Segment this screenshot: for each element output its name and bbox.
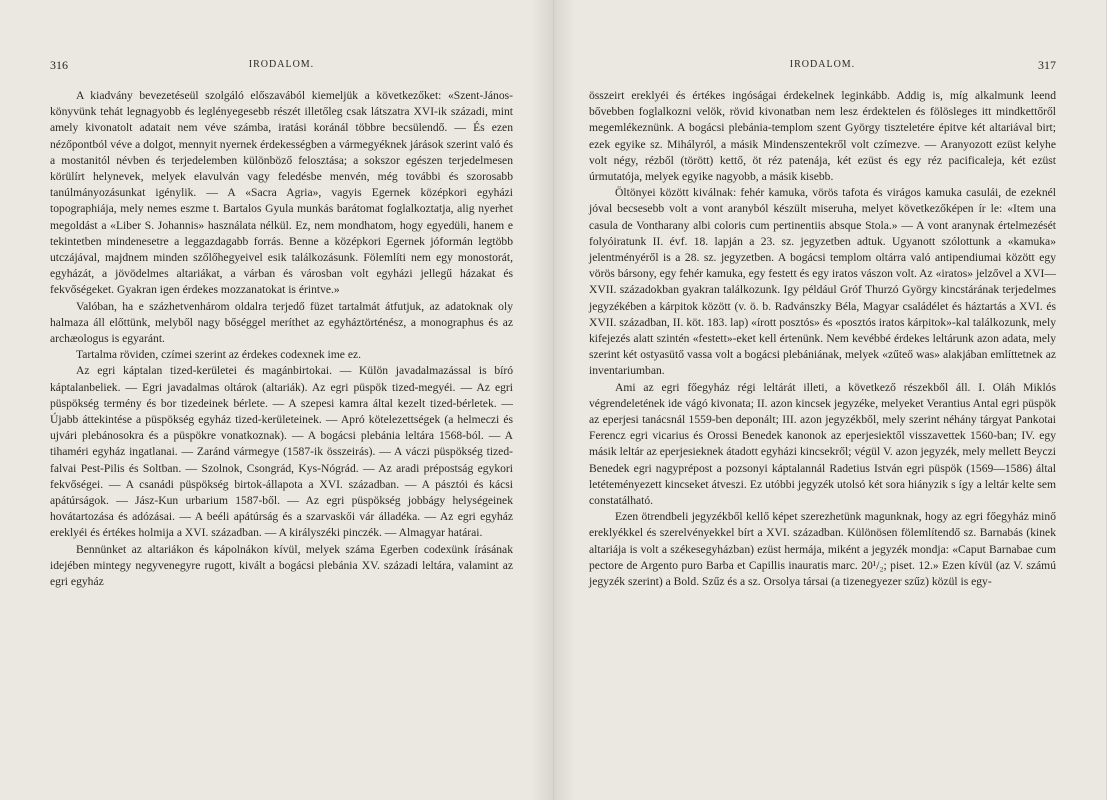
right-page — [553, 0, 1106, 800]
paragraph: Ezen ötrendbeli jegyzékből kellő képet szerezhetünk magunknak, hogy az egri főegyház minő ereklyékkel és szerelvényekkel bírt a XVI. században. Különösen fölemlítendő sz. Barnabás (kinek altariája is volt a székesegyházban) ezüst hermája, miként a jegyzék mondja: «Caput Barnabae cum pectore de Argento puro Barba et Capillis inauratis marc. 20¹/₂; piset. 12.» Ezen kívül (az V. számú jegyzék szerint) a Bold. Szűz és a sz. Orsolya társai (a tizenegyezer szűz) közül is egy- — [589, 510, 1056, 589]
paragraph: Öltönyei között kiválnak: fehér kamuka, vörös tafota és virágos kamuka casulái, de ezeknél jóval becsesebb volt a vont aranyból készült miseruha, melyet következőképen ír le: «Item una casula de Vontharany albi coloris cum pertinentiis absque Stola.» — A vont aranynak értelmezését folyóiratunk II. évf. 18. lapján a 23. sz. jegyzetben adtuk. Ugyanott szólottunk a «kamuka» jelentményéről is a 28. sz. jegyzetben. A bogácsi templom oltárra való antipendiumai között egy vörös bársony, egy fehér kamuka, egy festett és egy iratos vászon volt. Az «iratos» jelzővel a XVI—XVII. századokban gyakran találkozunk. Igy például Gróf Thurzó György kincstárának terjedelmes jegyzékében a kárpitok között (v. ö. b. Radvánszky Béla, Magyar családélet és háztartás a XVI. és XVII. században, II. köt. 183. lap) «írott posztós» és «posztós iratos kárpitok»-kal találkozunk, mely kifejezés alatt szintén «festett»-eket kell értenünk. Nem kevébbé érdekes leltárunk azon adata, mely szerint két ostyasütő vassa volt a bogácsi plebániának, melyek «zűteő was» alakjában említtetnek az inventariumban. — [589, 186, 1056, 378]
paragraph: A kiadvány bevezetéseül szolgáló előszavából kiemeljük a következőket: «Szent-János-könyvünk tehát legnagyobb és leglényegesebb részét illetőleg csak látszatra XVI-ik századi, mint amely kivonatolt adatait nem véve számba, iratási koránál többre becsülendő. — És ezen nézőpontból véve a dolgot, mennyit nyernek érdekességben a vármegyéknek járások szerint való és a mostanitól névben és terjedelemben különböző felosztása; a sokszor egészen terjedelmesen körülírt helynevek, melyek elavulván vagy feledésbe menvén, még további és szorosabb tanúlmányozásunkat igénylik. — A «Sacra Agria», vagyis Egernek középkori egyházi topographiája, mely nemes eszme t. Bartalos Gyula munkás barátomat foglalkoztatja, alig nyerhet megoldást a «Liber S. Johannis» használata nélkül. Ez, nem mondhatom, hogy egyedüli, hanem e tekintetben mindenesetre a leggazdagabb forrás. Benne a középkori Egernek jóformán legtöbb utczájával, majdnem minden szőlőhegyeivel esik találkozásunk. Fölemlíti nem egy monostorát, egyházát, a jövödelmes altariákat, a várban és városban volt egyházi jellegű házakat és fekvőségeket. Gyakran igen érdekes mozzanatokat is érintve.» — [50, 89, 513, 297]
page-number: 317 — [1038, 58, 1056, 72]
paragraph: Az egri káptalan tized-kerületei és magánbirtokai. — Külön javadalmazással is bíró káptalanbeliek. — Egri javadalmas oltárok (altariák). Az egri püspök tized-megyéi. — Az egri püspökség termény és bor tizedeinek bérlete. — A szepesi kamra által kezelt tized-bérletek. — Újabb áttekintése a püspökség egyház tized-kerületeinek. — Apró kötelezettségek (a helmeczi és ujvári plebánosokra és a püspökre vonatkoznak). — A bogácsi plebánia leltára 1568-ból. — A tihaméri egyház ingatlanai. — Zaránd vármegye (1587-ik összeirás). — A váczi püspökség tized-falvai Pest-Pilis és Soltban. — Szolnok, Csongrád, Kys-Nógrád. — Az aradi prépostság egykori fekvőségei. — A csanádi püspökség birtok-állapota a XVI. században. — A pásztói és kácsi apátúrságok. — Jász-Kun urbarium 1587-ből. — Az egri püspökség jobbágy helységeinek hovátartozása és adózásai. — A beéli apátúrság és a szarvaskői vár álladéka. — Az egri egyház ereklyéi és értékes holmija a XVI. században. — A királyszéki pinczék. — Almagyar határai. — [50, 364, 513, 540]
paragraph: Valóban, ha e százhetvenhárom oldalra terjedő füzet tartalmát átfutjuk, az adatoknak oly halmaza áll előttünk, melyből nagy bőséggel meríthet az egyháztörténész, a monographus és az archæologus is egyaránt. — [50, 299, 513, 346]
right-page-header — [589, 58, 1056, 80]
gutter-shadow — [554, 0, 576, 800]
paragraph: Ami az egri főegyház régi leltárát illeti, a következő részekből áll. I. Oláh Miklós végrendeletének ide vágó kivonata; II. azon kincsek jegyzéke, melyeket Verantius Antal egri püspök az eperjesi tanácsnál 1559-ben deponált; III. azon jegyzékből, mely szerint néhány tárgyat Pankotai Ferencz egri vicarius és Orossi Benedek kanonok az eperjesiektől visszavettek 1560-ban; IV. egy másik leltár az eperjesieknek átadott egyházi kincsekről; végül V. azon jegyzék, mely mellett Beyczi Benedek egri nagyprépost a pozsonyi káptalannál Radetius István egri püspök (1569—1586) által letéteményezett kincseket átveszi. Ez utóbbi jegyzék utolsó két sora hiányzik s így a leltár kelte sem constatálható. — [589, 380, 1056, 508]
left-page-header — [50, 58, 513, 80]
left-page-body — [50, 88, 513, 590]
page-number: 316 — [50, 58, 68, 72]
paragraph: Bennünket az altariákon és kápolnákon kívül, melyek száma Egerben codexünk írásának idejében mintegy negyvenegyre rugott, kivált a bogácsi plebánia XV. századi leltára, valamint az egri egyház — [50, 542, 513, 589]
right-page-body — [589, 88, 1056, 590]
paragraph: Tartalma röviden, czímei szerint az érdekes codexnek ime ez. — [76, 348, 362, 362]
running-head: IRODALOM. — [248, 59, 315, 70]
left-page — [0, 0, 553, 800]
paragraph: összeirt ereklyéi és értékes ingóságai érdekelnek leginkább. Addig is, míg alkalmunk leend bővebben foglalkozni velök, rövid kivonatban nem lesz érdektelen és fölösleges itt mindkettőről megemlékeznünk. A bogácsi plebánia-templom szent György tiszteletére épitve két altariával birt; ezek egyike sz. Mihályról, a másik Mindenszentekről volt czímezve. — Aranyozott ezüst kelyhe volt négy, rézből (törött) kettő, öt réz patenája, két ezüst és egy réz pacificaleja, két ezüst úrmutatója, melyek egyike nagyobb, a másik kisebb. — [589, 89, 1056, 184]
gutter-shadow — [531, 0, 553, 800]
running-head: IRODALOM. — [789, 59, 856, 70]
